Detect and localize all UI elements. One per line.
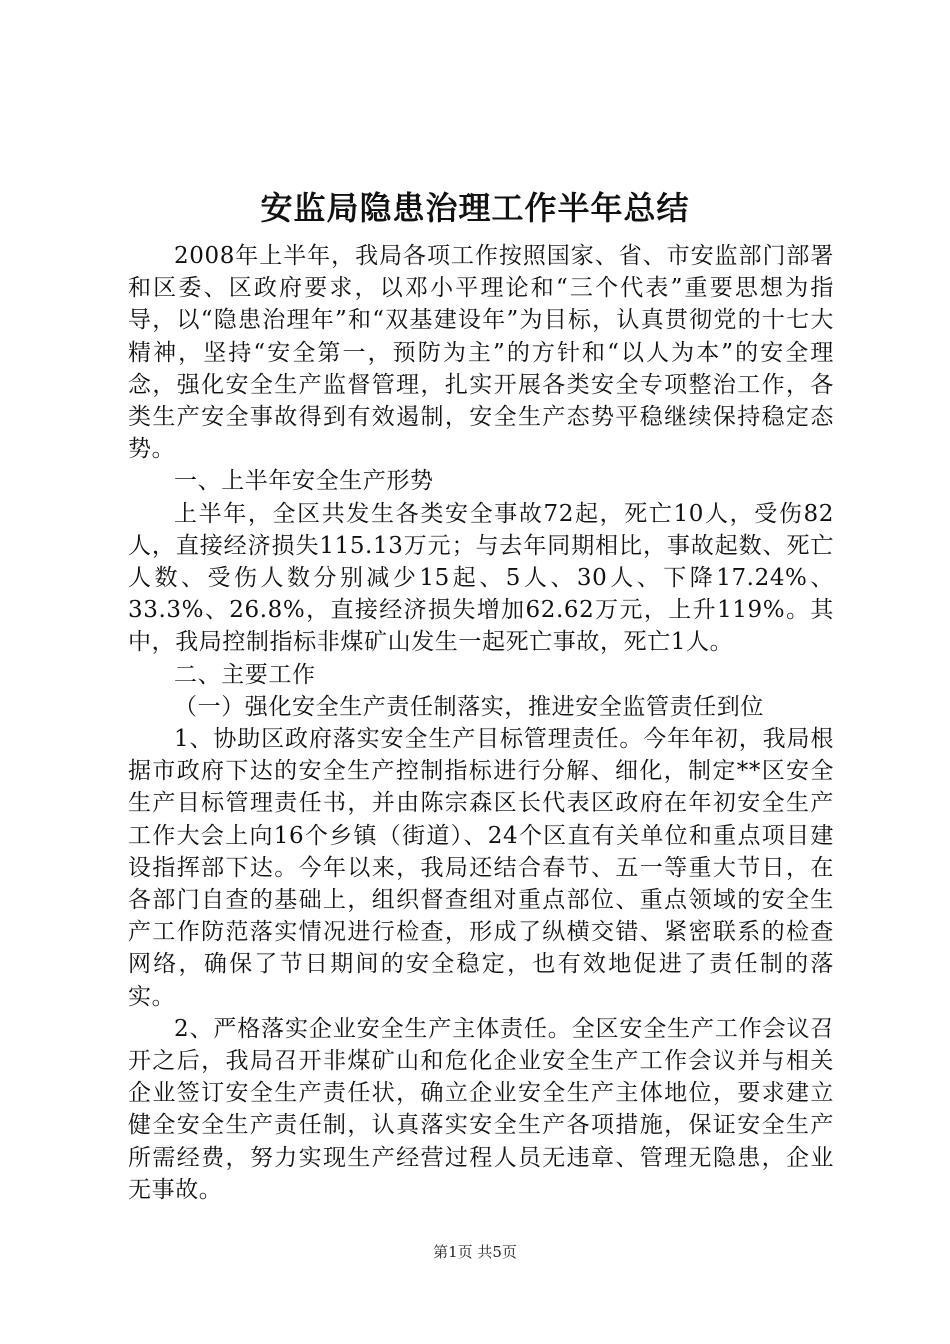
situation-paragraph: 上半年，全区共发生各类安全事故72起，死亡10人，受伤82人，直接经济损失115.13万元；与去年同期相比，事故起数、死亡人数、受伤人数分别减少15起、5人、30人、下降17.24%、33.3%、26.8%，直接经济损失增加62.62万元，上升119%。其中，我局控制指标非煤矿山发生一起死亡事故，死亡1人。	[128, 500, 834, 656]
document-body	[128, 240, 834, 1206]
page-number-footer: 第1页 共5页	[433, 1243, 517, 1261]
section-heading-situation: 一、上半年安全生产形势	[174, 468, 434, 495]
work-item-2-paragraph: 2、严格落实企业安全生产主体责任。全区安全生产工作会议召开之后，我局召开非煤矿山和危化企业安全生产工作会议并与相关企业签订安全生产责任状，确立企业安全生产主体地位，要求建立健全安全生产责任制，认真落实安全生产各项措施，保证安全生产所需经费，努力实现生产经营过程人员无违章、管理无隐患，企业无事故。	[128, 1015, 834, 1203]
subsection-heading-responsibility: （一）强化安全生产责任制落实，推进安全监管责任到位	[174, 693, 764, 720]
document-title: 安监局隐患治理工作半年总结	[260, 189, 690, 227]
work-item-1-paragraph: 1、协助区政府落实安全生产目标管理责任。今年年初，我局根据市政府下达的安全生产控制指标进行分解、细化，制定**区安全生产目标管理责任书，并由陈宗森区长代表区政府在年初安全生产工作大会上向16个乡镇（街道）、24个区直有关单位和重点项目建设指挥部下达。今年以来，我局还结合春节、五一等重大节日，在各部门自查的基础上，组织督查组对重点部位、重点领域的安全生产工作防范落实情况进行检查，形成了纵横交错、紧密联系的检查网络，确保了节日期间的安全稳定，也有效地促进了责任制的落实。	[128, 726, 834, 1010]
section-heading-main-work: 二、主要工作	[174, 661, 316, 688]
intro-paragraph: 2008年上半年，我局各项工作按照国家、省、市安监部门部署和区委、区政府要求，以邓小平理论和“三个代表”重要思想为指导，以“隐患治理年”和“双基建设年”为目标，认真贯彻党的十七大精神，坚持“安全第一，预防为主”的方针和“以人为本”的安全理念，强化安全生产监督管理，扎实开展各类安全专项整治工作，各类生产安全事故得到有效遏制，安全生产态势平稳继续保持稳定态势。	[128, 243, 834, 463]
